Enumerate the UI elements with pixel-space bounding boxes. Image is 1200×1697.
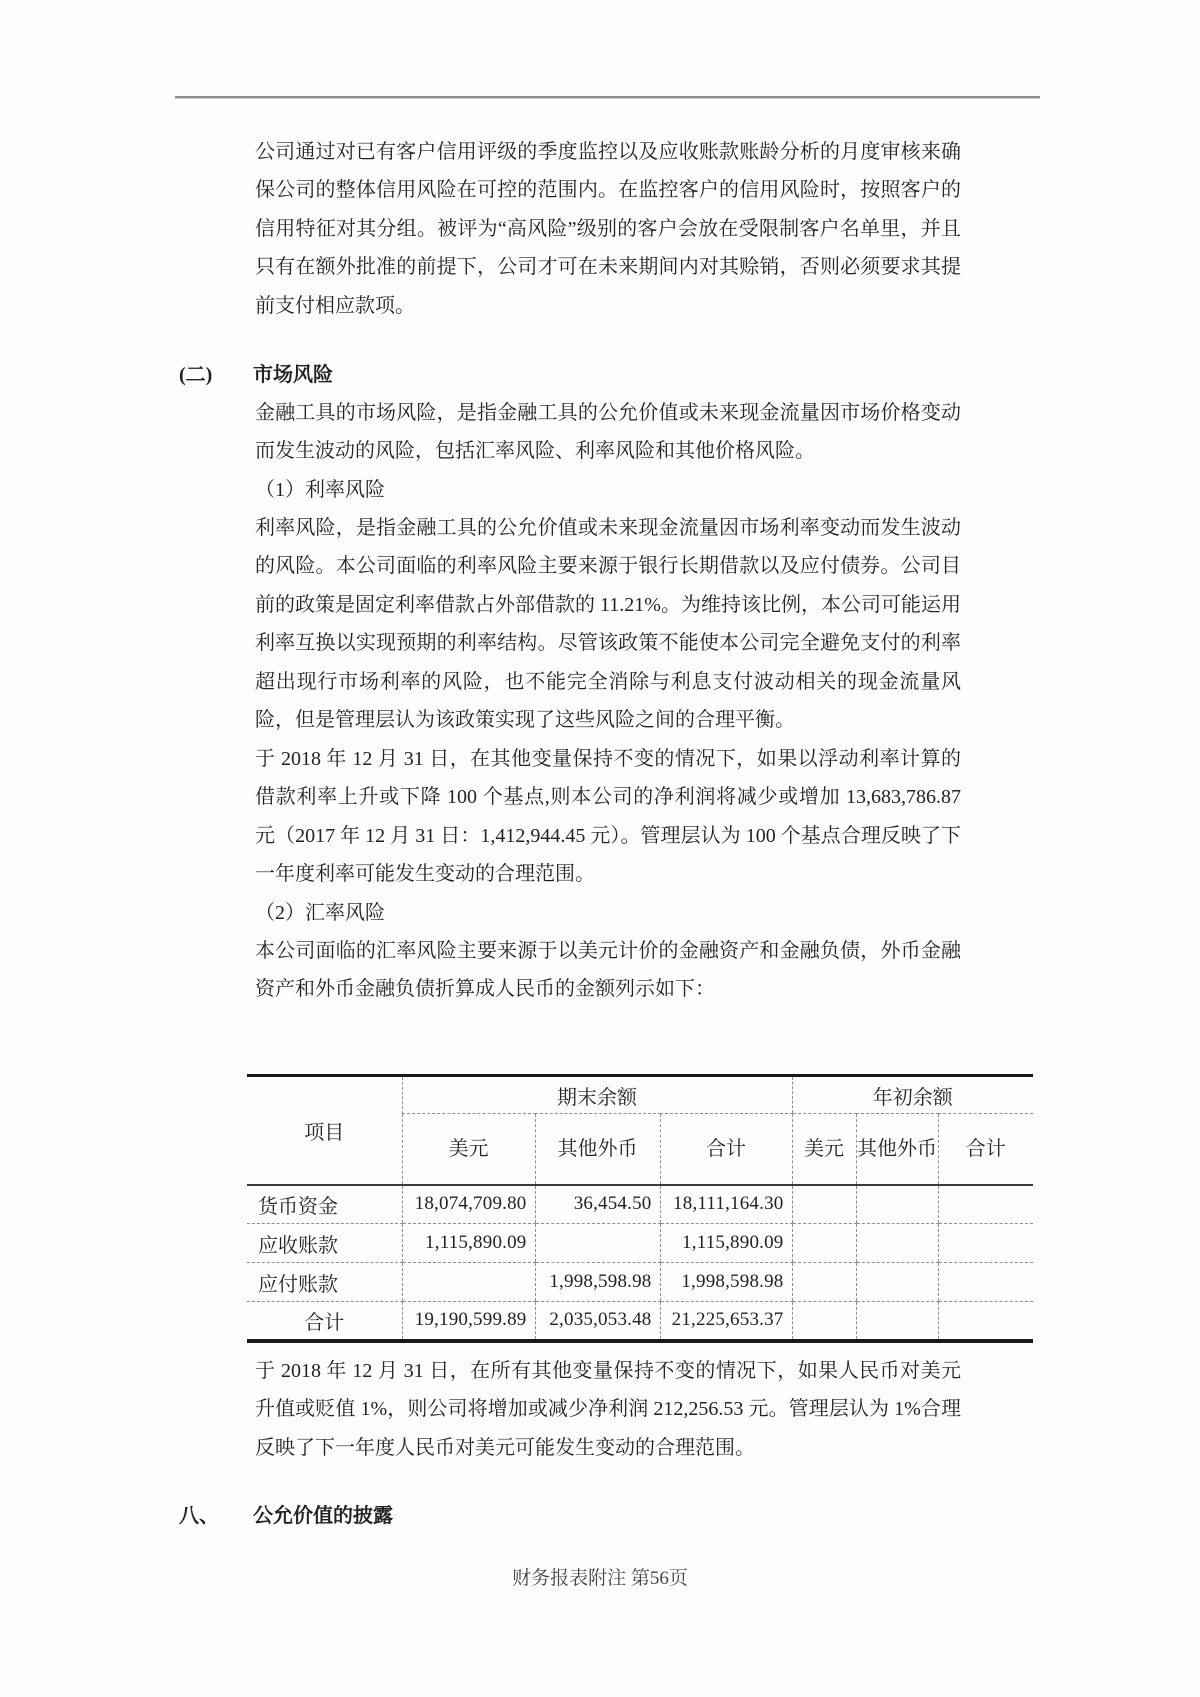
exchange-rate-risk-paragraph-1: 本公司面临的汇率风险主要来源于以美元计价的金融资产和金融负债，外币金融资产和外币金融负债折算成人民币的金额列示如下： <box>255 940 961 1001</box>
interest-rate-risk-paragraph-2: 于 2018 年 12 月 31 日，在其他变量保持不变的情况下，如果以浮动利率计算的借款利率上升或下降 100 个基点,则本公司的净利润将减少或增加 13,683,786.87 元（2017 年 12 月 31 日：1,412,944.45 元）。管理层认为 100 个基点合理反映了下一年度利率可能发生变动的合理范围。 <box>255 748 961 886</box>
cell-value: 19,190,599.89 <box>402 1302 535 1341</box>
cell-value <box>792 1185 856 1224</box>
row-label: 货币资金 <box>247 1185 402 1224</box>
cell-value <box>938 1302 1033 1341</box>
cell-value <box>938 1185 1033 1224</box>
header-rule <box>175 96 1040 99</box>
table-header-period-end: 期末余额 <box>402 1076 792 1114</box>
cell-value <box>856 1185 938 1224</box>
table-row-total <box>247 1302 1033 1341</box>
table-row-receivables <box>247 1224 1033 1263</box>
row-label: 应付账款 <box>247 1263 402 1302</box>
cell-value <box>856 1224 938 1263</box>
exchange-rate-risk-subtitle: （2）汇率风险 <box>255 902 385 924</box>
cell-value <box>792 1224 856 1263</box>
table-row-payables <box>247 1263 1033 1302</box>
currency-exposure-table <box>247 1074 1033 1343</box>
cell-value <box>856 1263 938 1302</box>
section-heading-fair-value <box>179 1497 393 1535</box>
table-subheader-total-end: 合计 <box>660 1114 792 1185</box>
cell-value <box>402 1263 535 1302</box>
cell-value: 36,454.50 <box>535 1185 660 1224</box>
table-header-item: 项目 <box>247 1076 402 1185</box>
cell-value: 18,074,709.80 <box>402 1185 535 1224</box>
cell-value <box>938 1263 1033 1302</box>
cell-value: 2,035,053.48 <box>535 1302 660 1341</box>
cell-value: 21,225,653.37 <box>660 1302 792 1341</box>
cell-value <box>856 1302 938 1341</box>
table-subheader-other-end: 其他外币 <box>535 1114 660 1185</box>
page-footer: 财务报表附注 第56页 <box>512 1568 688 1589</box>
table-subheader-usd-begin: 美元 <box>792 1114 856 1185</box>
section-heading-market-risk <box>179 356 333 394</box>
exchange-rate-risk-paragraph-2: 于 2018 年 12 月 31 日，在所有其他变量保持不变的情况下，如果人民币对美元升值或贬值 1%，则公司将增加或减少净利润 212,256.53 元。管理层认为 1%合理反映了下一年度人民币对美元可能发生变动的合理范围。 <box>255 1360 961 1459</box>
cell-value <box>535 1224 660 1263</box>
cell-value: 1,998,598.98 <box>660 1263 792 1302</box>
section-title: 市场风险 <box>253 364 333 386</box>
cell-value <box>938 1224 1033 1263</box>
section-number: (二) <box>179 364 213 386</box>
interest-rate-risk-paragraph-1: 利率风险，是指金融工具的公允价值或未来现金流量因市场利率变动而发生波动的风险。本公司面临的利率风险主要来源于银行长期借款以及应付债券。公司目前的政策是固定利率借款占外部借款的 11.21%。为维持该比例，本公司可能运用利率互换以实现预期的利率结构。尽管该政策不能使本公司完全避免支付的利率超出现行市场利率的风险，也不能完全消除与利息支付波动相关的现金流量风险，但是管理层认为该政策实现了这些风险之间的合理平衡。 <box>255 517 961 732</box>
table-subheader-total-begin: 合计 <box>938 1114 1033 1185</box>
cell-value <box>792 1263 856 1302</box>
table-subheader-usd-end: 美元 <box>402 1114 535 1185</box>
credit-risk-paragraph: 公司通过对已有客户信用评级的季度监控以及应收账款账龄分析的月度审核来确保公司的整体信用风险在可控的范围内。在监控客户的信用风险时，按照客户的信用特征对其分组。被评为“高风险”级别的客户会放在受限制客户名单里，并且只有在额外批准的前提下，公司才可在未来期间内对其赊销，否则必须要求其提前支付相应款项。 <box>255 141 961 317</box>
cell-value: 1,115,890.09 <box>402 1224 535 1263</box>
cell-value: 1,998,598.98 <box>535 1263 660 1302</box>
section-number: 八、 <box>179 1505 219 1527</box>
section-title: 公允价值的披露 <box>253 1505 393 1527</box>
cell-value: 18,111,164.30 <box>660 1185 792 1224</box>
row-label: 应收账款 <box>247 1224 402 1263</box>
cell-value: 1,115,890.09 <box>660 1224 792 1263</box>
table-row-cash <box>247 1185 1033 1224</box>
cell-value <box>792 1302 856 1341</box>
market-risk-intro-paragraph: 金融工具的市场风险，是指金融工具的公允价值或未来现金流量因市场价格变动而发生波动的风险，包括汇率风险、利率风险和其他价格风险。 <box>255 402 961 463</box>
table-subheader-other-begin: 其他外币 <box>856 1114 938 1185</box>
interest-rate-risk-subtitle: （1）利率风险 <box>255 479 385 501</box>
table-header-period-begin: 年初余额 <box>792 1076 1033 1114</box>
row-label: 合计 <box>304 1311 345 1334</box>
